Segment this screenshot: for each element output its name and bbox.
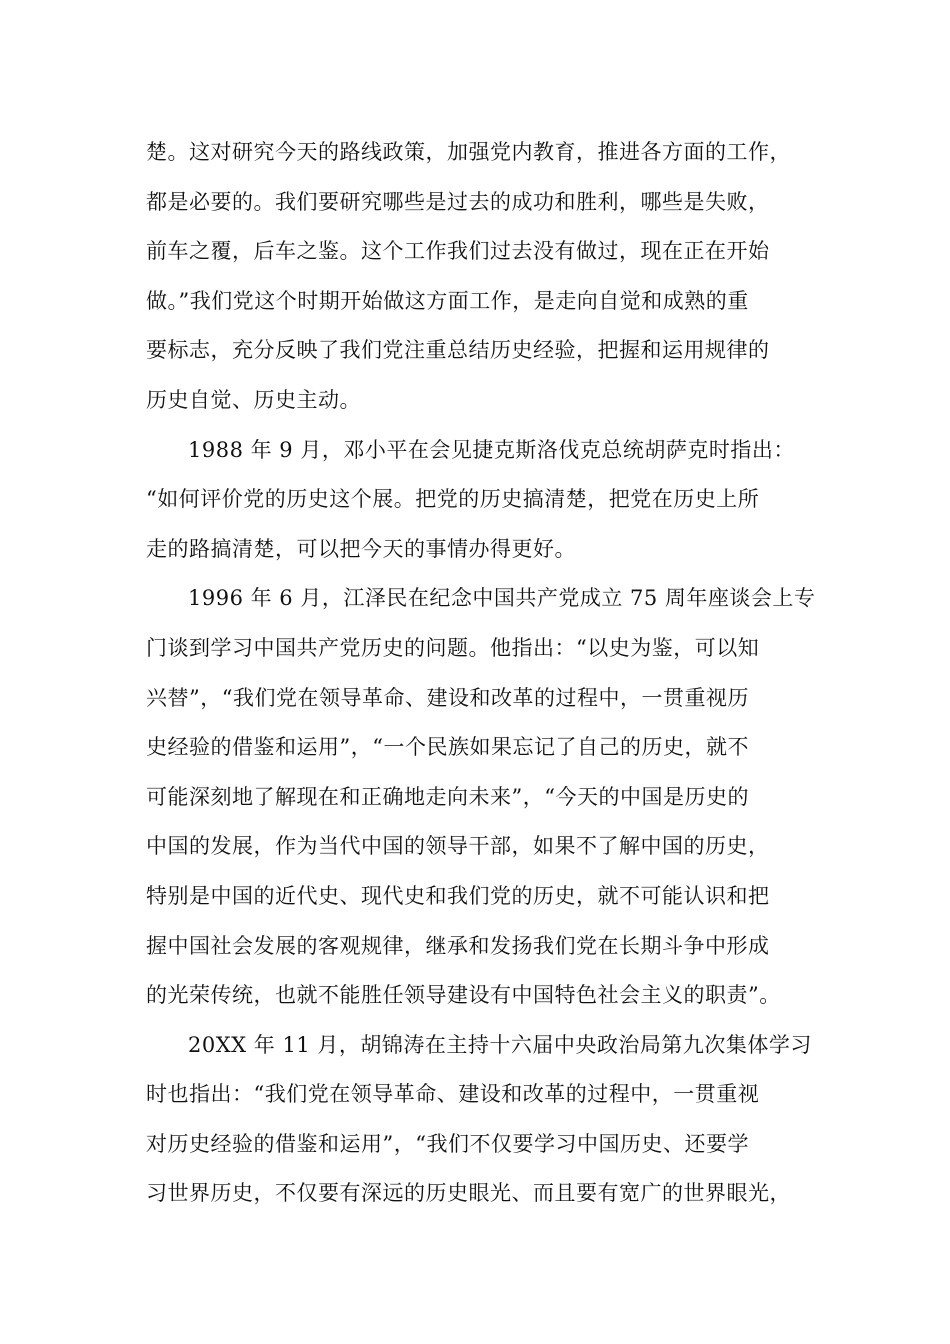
text-line: 楚。这对研究今天的路线政策，加强党内教育，推进各方面的工作， — [146, 140, 791, 164]
text-line: 可能深刻地了解现在和正确地走向未来”，“今天的中国是历史的 — [146, 784, 749, 809]
text-line: 要标志，充分反映了我们党注重总结历史经验，把握和运用规律的 — [146, 338, 770, 363]
text-line: 握中国社会发展的客观规律，继承和发扬我们党在长期斗争中形成 — [146, 933, 770, 958]
text-line: 习世界历史，不仅要有深远的历史眼光、而且要有宽广的世界眼光， — [146, 1181, 791, 1206]
text-line: 中国的发展，作为当代中国的领导干部，如果不了解中国的历史， — [146, 834, 770, 859]
text-line: 门谈到学习中国共产党历史的问题。他指出：“以史为鉴，可以知 — [146, 635, 760, 660]
paragraph-start-line: 1996 年 6 月，江泽民在纪念中国共产党成立 75 周年座谈会上专 — [188, 586, 816, 611]
paragraph-start-line: 1988 年 9 月，邓小平在会见捷克斯洛伐克总统胡萨克时指出： — [188, 437, 795, 462]
text-line: “如何评价党的历史这个展。把党的历史搞清楚，把党在历史上所 — [146, 487, 760, 512]
paragraph-start-line: 20XX 年 11 月，胡锦涛在主持十六届中央政治局第九次集体学习 — [188, 1032, 812, 1057]
text-line: 走的路搞清楚，可以把今天的事情办得更好。 — [146, 536, 576, 561]
text-line: 的光荣传统，也就不能胜任领导建设有中国特色社会主义的职责”。 — [146, 983, 781, 1008]
text-line: 兴替”，“我们党在领导革命、建设和改革的过程中，一贯重视历 — [146, 685, 749, 710]
text-line: 做。”我们党这个时期开始做这方面工作，是走向自觉和成熟的重 — [146, 288, 749, 313]
body-text — [146, 128, 816, 1219]
text-line: 前车之覆，后车之鉴。这个工作我们过去没有做过，现在正在开始 — [146, 239, 770, 264]
text-line: 时也指出：“我们党在领导革命、建设和改革的过程中，一贯重视 — [146, 1082, 760, 1107]
text-line: 史经验的借鉴和运用”，“一个民族如果忘记了自己的历史，就不 — [146, 735, 749, 760]
text-line: 历史自觉、历史主动。 — [146, 387, 361, 412]
text-line: 对历史经验的借鉴和运用”，“我们不仅要学习中国历史、还要学 — [146, 1131, 749, 1156]
text-line: 特别是中国的近代史、现代史和我们党的历史，就不可能认识和把 — [146, 883, 770, 908]
text-line: 都是必要的。我们要研究哪些是过去的成功和胜利，哪些是失败， — [146, 189, 770, 214]
